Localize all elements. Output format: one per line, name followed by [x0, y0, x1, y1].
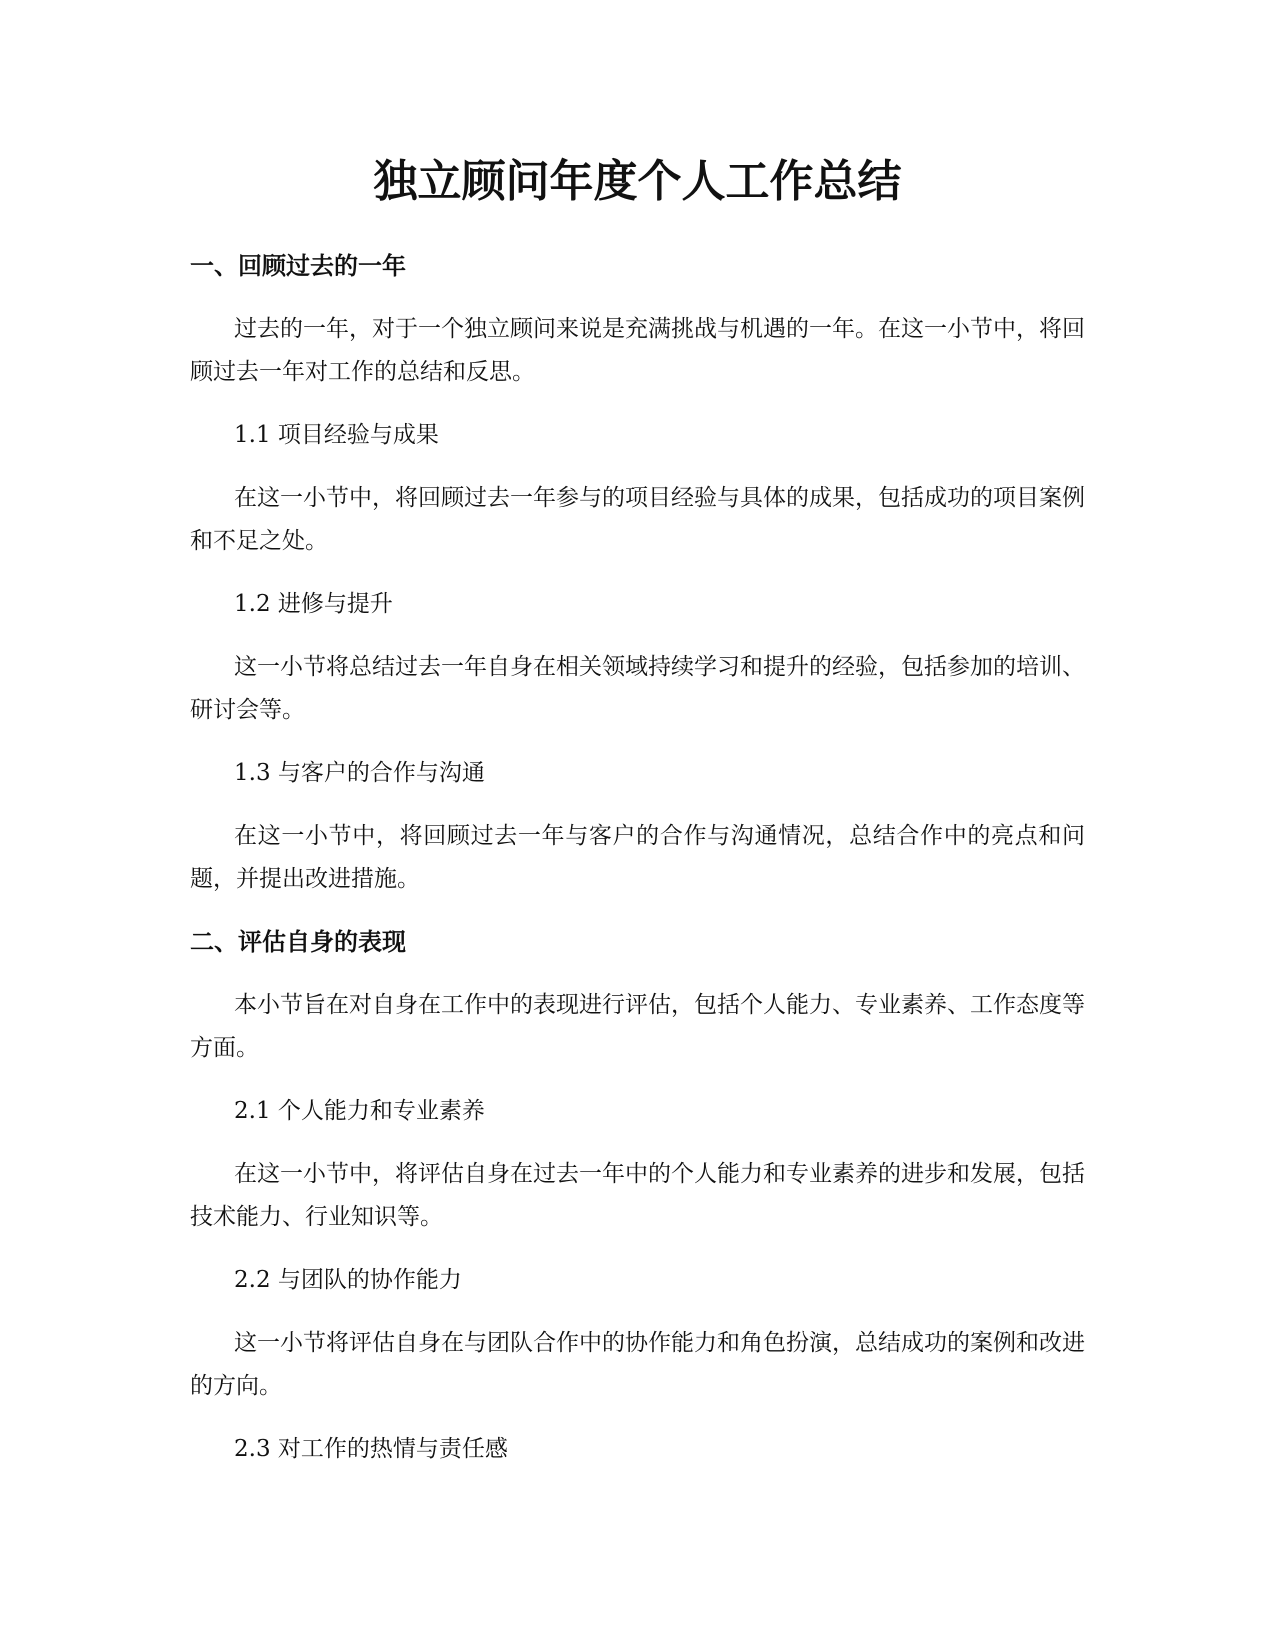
section-1 [190, 246, 1085, 901]
subsection-heading: 1.3 与客户的合作与沟通 [234, 760, 485, 786]
section-2 [190, 922, 1085, 1469]
section-intro: 过去的一年，对于一个独立顾问来说是充满挑战与机遇的一年。在这一小节中，将回顾过去一年对工作的总结和反思。 [190, 316, 1085, 385]
subsection-heading: 1.2 进修与提升 [234, 591, 393, 617]
subsection-heading: 2.2 与团队的协作能力 [234, 1267, 462, 1293]
subsection-body: 这一小节将总结过去一年自身在相关领域持续学习和提升的经验，包括参加的培训、研讨会等。 [190, 654, 1085, 723]
document-body [190, 246, 1085, 1491]
subsection-body: 在这一小节中，将评估自身在过去一年中的个人能力和专业素养的进步和发展，包括技术能力、行业知识等。 [190, 1161, 1085, 1230]
subsection-heading: 2.1 个人能力和专业素养 [234, 1098, 485, 1124]
section-heading: 一、回顾过去的一年 [190, 252, 406, 280]
section-heading: 二、评估自身的表现 [190, 928, 406, 956]
subsection-body: 在这一小节中，将回顾过去一年与客户的合作与沟通情况，总结合作中的亮点和问题，并提出改进措施。 [190, 823, 1085, 892]
subsection-heading: 2.3 对工作的热情与责任感 [234, 1436, 508, 1462]
subsection-heading: 1.1 项目经验与成果 [234, 422, 439, 448]
document-title: 独立顾问年度个人工作总结 [373, 156, 902, 207]
subsection-body: 这一小节将评估自身在与团队合作中的协作能力和角色扮演，总结成功的案例和改进的方向。 [190, 1330, 1085, 1399]
subsection-body: 在这一小节中，将回顾过去一年参与的项目经验与具体的成果，包括成功的项目案例和不足之处。 [190, 485, 1085, 554]
section-intro: 本小节旨在对自身在工作中的表现进行评估，包括个人能力、专业素养、工作态度等方面。 [190, 992, 1085, 1061]
